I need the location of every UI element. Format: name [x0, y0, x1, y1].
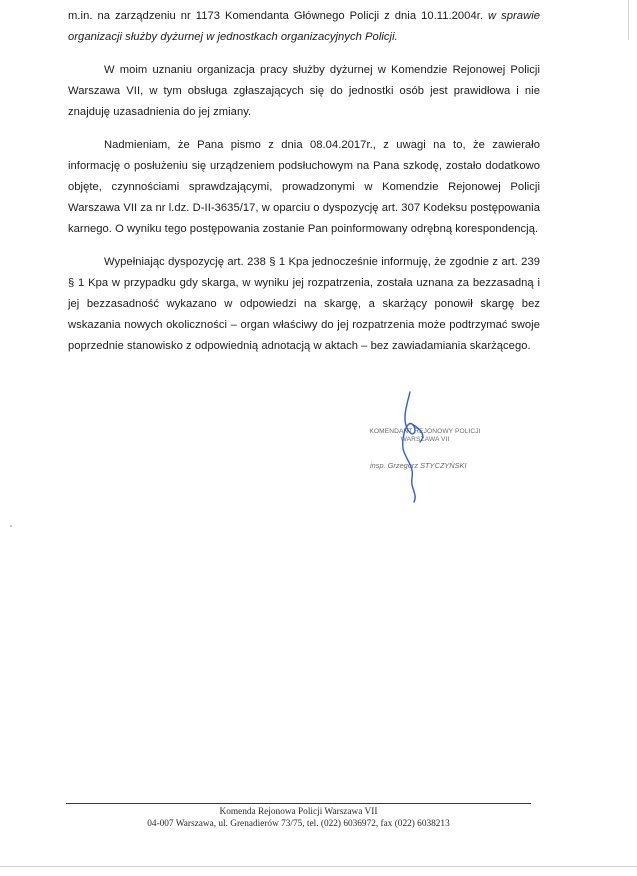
paragraph-3: Nadmieniam, że Pana pismo z dnia 08.04.2017r., z uwagi na to, że zawierało informację o posłużeniu się urządzeniem podsłuchowym na Pana szkodę, zostało dodatkowo objęte, czynnościami sprawdzającymi, prowadzonymi w Komendzie Rejonowej Policji Warszawa VII za nr l.dz. D-II-3635/17, w oparciu o dyspozycję art. 307 Kodeksu postępowania karnego. O wyniku tego postępowania zostanie Pan poinformowany odrębną korespondencją.: [68, 139, 540, 235]
paragraph-2: W moim uznaniu organizacja pracy służby dyżurnej w Komendzie Rejonowej Policji Warszawa VII, w tym obsługa zgłaszających się do jednostki osób jest prawidłowa i nie znajduję uzasadnienia do jej zmiany.: [68, 64, 540, 118]
handwritten-signature: [388, 390, 438, 508]
paragraph-1-text: m.in. na zarządzeniu nr 1173 Komendanta Głównego Policji z dnia 10.11.2004r.: [68, 10, 484, 22]
footer-divider: [66, 803, 531, 804]
footer-institution: Komenda Rejonowa Policji Warszawa VII: [219, 807, 378, 817]
letter-body: [68, 6, 540, 357]
scan-speck: [10, 525, 12, 527]
paragraph-4: Wypełniając dyspozycję art. 238 § 1 Kpa jednocześnie informuję, że zgodnie z art. 239 § 1 Kpa w przypadku gdy skarga, w wyniku jej rozpatrzenia, została uznana za bezzasadną i jej bezzasadność wykazano w odpowiedzi na skargę, a skarżący ponowił skargę bez wskazania nowych okoliczności – organ właściwy do jej rozpatrzenia może podtrzymać swoje poprzednie stanowisko z odpowiednią adnotacją w aktach – bez zawiadamiania skarżącego.: [68, 256, 540, 352]
footer-address: 04-007 Warszawa, ul. Grenadierów 73/75, tel. (022) 6036972, fax (022) 6038213: [147, 819, 450, 829]
signature-stroke: [403, 392, 423, 502]
stamp-unit: WARSZAWA VII: [400, 436, 450, 443]
stamp-title: KOMENDANT REJONOWY POLICJI: [369, 428, 481, 435]
letterhead-footer: [66, 806, 531, 830]
scan-edge-bottom: [0, 866, 637, 867]
scan-edge-right: [628, 0, 629, 40]
paragraph-1-italic-title: w sprawie organizacji służby dyżurnej w jednostkach organizacyjnych Policji.: [68, 10, 541, 43]
paragraph-1: [68, 6, 540, 48]
stamp-signatory: insp. Grzegorz STYCZYŃSKI: [370, 461, 467, 470]
